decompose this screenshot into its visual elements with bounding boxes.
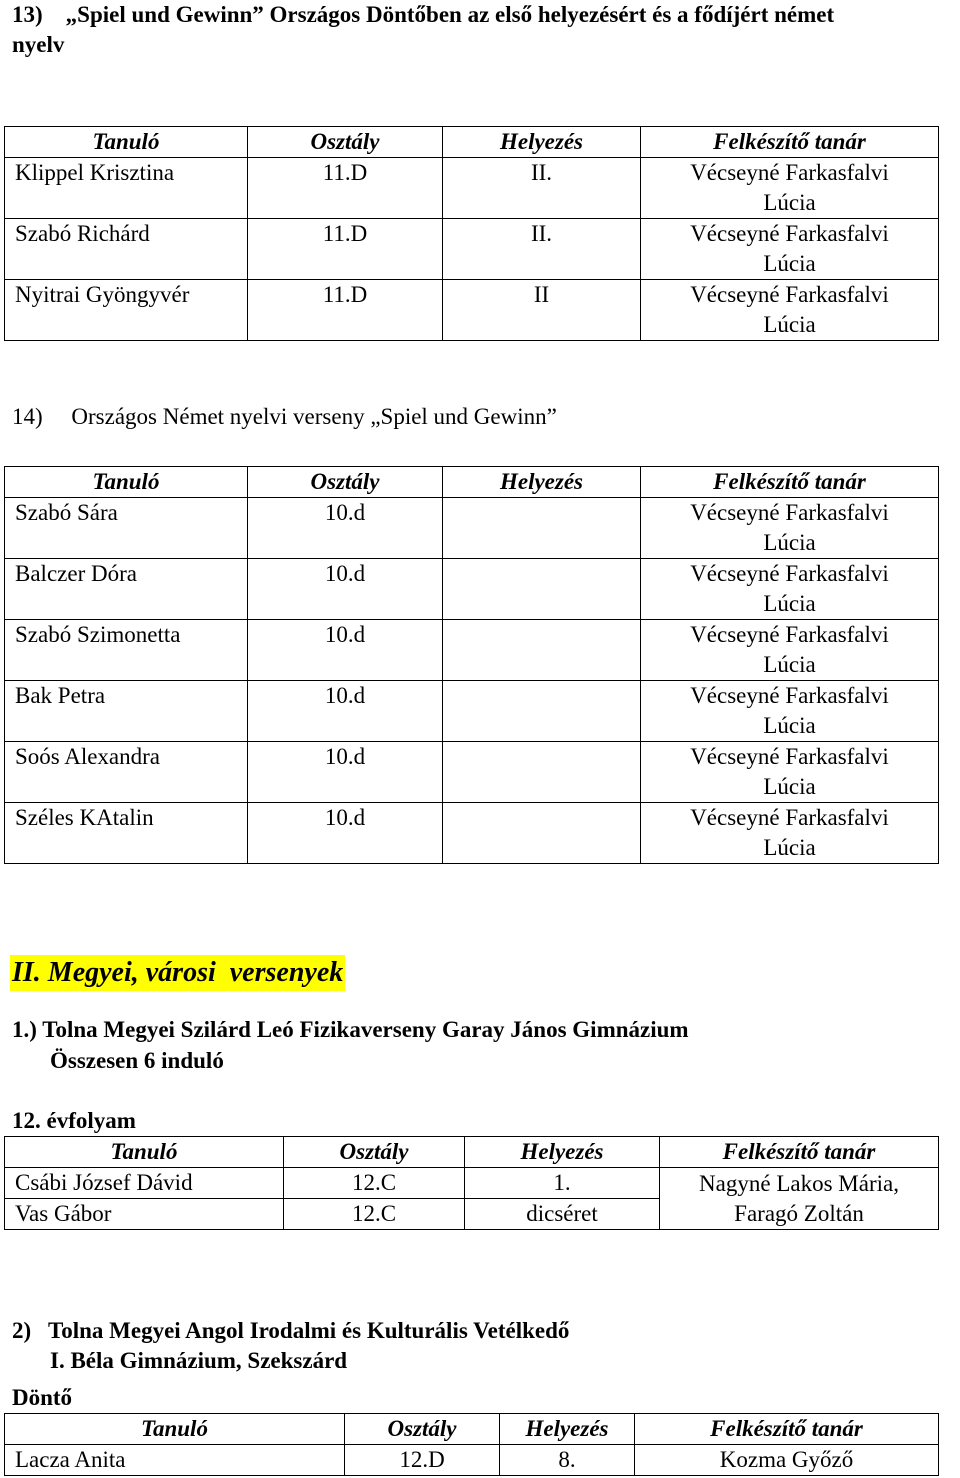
header-teacher: Felkészítő tanár [635, 1414, 939, 1445]
comp-1-title: 1.) Tolna Megyei Szilárd Leó Fizikaverseny Garay János Gimnázium [12, 1017, 689, 1042]
teacher-line1: Vécseyné Farkasfalvi [690, 805, 889, 830]
cell-class: 10.d [248, 559, 443, 620]
teacher-line2: Lúcia [763, 652, 816, 677]
teacher-line2: Lúcia [763, 190, 816, 215]
cell-teacher [641, 158, 939, 219]
cell-place: 8. [500, 1445, 635, 1476]
cell-class: 12.C [284, 1199, 465, 1230]
cell-class: 10.d [248, 620, 443, 681]
cell-class: 11.D [248, 219, 443, 280]
teacher-line2: Lúcia [763, 312, 816, 337]
cell-student: Lacza Anita [5, 1445, 345, 1476]
header-place: Helyezés [465, 1137, 660, 1168]
table-row [5, 1445, 939, 1476]
section-13-title [12, 0, 952, 60]
teacher-line2: Lúcia [763, 713, 816, 738]
cell-student: Szabó Richárd [5, 219, 248, 280]
cell-class: 12.D [345, 1445, 500, 1476]
cell-student: Soós Alexandra [5, 742, 248, 803]
teacher-line1: Vécseyné Farkasfalvi [690, 744, 889, 769]
teacher-line2: Lúcia [763, 591, 816, 616]
table-section-13 [4, 126, 939, 341]
teacher-line2: Lúcia [763, 530, 816, 555]
header-student: Tanuló [5, 1137, 284, 1168]
cell-student: Szabó Szimonetta [5, 620, 248, 681]
section-13-title-line1: 13) „Spiel und Gewinn” Országos Döntőben az első helyezésért és a fődíjért német [12, 2, 835, 27]
table-row [5, 742, 939, 803]
table-header-row [5, 127, 939, 158]
teacher-line1: Vécseyné Farkasfalvi [690, 622, 889, 647]
comp-2-title: 2) Tolna Megyei Angol Irodalmi és Kulturális Vetélkedő [12, 1318, 570, 1343]
table-row [5, 681, 939, 742]
table-header-row [5, 467, 939, 498]
cell-class: 10.d [248, 803, 443, 864]
cell-student: Klippel Krisztina [5, 158, 248, 219]
cell-place: II [443, 280, 641, 341]
cell-teacher [641, 280, 939, 341]
teacher-line2: Faragó Zoltán [734, 1200, 864, 1226]
header-place: Helyezés [443, 127, 641, 158]
cell-student: Nyitrai Gyöngyvér [5, 280, 248, 341]
header-student: Tanuló [5, 467, 248, 498]
cell-class: 12.C [284, 1168, 465, 1199]
header-class: Osztály [248, 127, 443, 158]
teacher-line1: Vécseyné Farkasfalvi [690, 221, 889, 246]
header-student: Tanuló [5, 127, 248, 158]
section-13-title-line2: nyelv [12, 32, 65, 57]
cell-class: 10.d [248, 681, 443, 742]
cell-class: 11.D [248, 280, 443, 341]
comp-2-stage: Döntő [12, 1385, 73, 1410]
teacher-line2: Lúcia [763, 251, 816, 276]
table-comp-2 [4, 1413, 939, 1476]
table-row [5, 803, 939, 864]
cell-place: dicséret [465, 1199, 660, 1230]
cell-place [443, 498, 641, 559]
header-class: Osztály [284, 1137, 465, 1168]
comp-1-grade: 12. évfolyam [12, 1108, 136, 1133]
cell-teacher: Kozma Győző [635, 1445, 939, 1476]
cell-place: II. [443, 219, 641, 280]
cell-student: Szabó Sára [5, 498, 248, 559]
cell-teacher [641, 742, 939, 803]
teacher-line1: Vécseyné Farkasfalvi [690, 160, 889, 185]
table-comp-1 [4, 1136, 939, 1230]
table-row [5, 280, 939, 341]
cell-class: 10.d [248, 742, 443, 803]
cell-place [443, 681, 641, 742]
table-row [5, 498, 939, 559]
table-row [5, 1168, 939, 1199]
table-row [5, 559, 939, 620]
cell-place: 1. [465, 1168, 660, 1199]
header-teacher: Felkészítő tanár [660, 1137, 939, 1168]
header-class: Osztály [248, 467, 443, 498]
comp-1-subtitle: Összesen 6 induló [50, 1048, 224, 1073]
cell-class: 11.D [248, 158, 443, 219]
cell-teacher [641, 620, 939, 681]
teacher-line2: Lúcia [763, 774, 816, 799]
section-14-title: 14) Országos Német nyelvi verseny „Spiel und Gewinn” [12, 404, 557, 429]
cell-teacher [641, 498, 939, 559]
cell-teacher [641, 681, 939, 742]
cell-teacher [641, 559, 939, 620]
cell-place [443, 620, 641, 681]
cell-student: Balczer Dóra [5, 559, 248, 620]
cell-place [443, 559, 641, 620]
part-2-heading-wrap [10, 955, 345, 991]
header-student: Tanuló [5, 1414, 345, 1445]
cell-place [443, 742, 641, 803]
teacher-line1: Vécseyné Farkasfalvi [690, 683, 889, 708]
header-teacher: Felkészítő tanár [641, 467, 939, 498]
part-2-heading: II. Megyei, városi versenyek [10, 955, 345, 991]
teacher-line1: Nagyné Lakos Mária, [699, 1170, 899, 1196]
table-row [5, 158, 939, 219]
header-place: Helyezés [443, 467, 641, 498]
table-row [5, 219, 939, 280]
header-place: Helyezés [500, 1414, 635, 1445]
cell-student: Bak Petra [5, 681, 248, 742]
cell-student: Csábi József Dávid [5, 1168, 284, 1199]
header-teacher: Felkészítő tanár [641, 127, 939, 158]
cell-teacher [660, 1168, 939, 1230]
teacher-line1: Vécseyné Farkasfalvi [690, 500, 889, 525]
table-section-14 [4, 466, 939, 864]
cell-student: Vas Gábor [5, 1199, 284, 1230]
comp-2-subtitle: I. Béla Gimnázium, Szekszárd [50, 1348, 348, 1373]
cell-place: II. [443, 158, 641, 219]
cell-place [443, 803, 641, 864]
cell-class: 10.d [248, 498, 443, 559]
header-class: Osztály [345, 1414, 500, 1445]
cell-student: Széles KAtalin [5, 803, 248, 864]
table-header-row [5, 1137, 939, 1168]
teacher-line1: Vécseyné Farkasfalvi [690, 561, 889, 586]
table-header-row [5, 1414, 939, 1445]
teacher-line2: Lúcia [763, 835, 816, 860]
table-row [5, 620, 939, 681]
cell-teacher [641, 219, 939, 280]
teacher-line1: Vécseyné Farkasfalvi [690, 282, 889, 307]
cell-teacher [641, 803, 939, 864]
